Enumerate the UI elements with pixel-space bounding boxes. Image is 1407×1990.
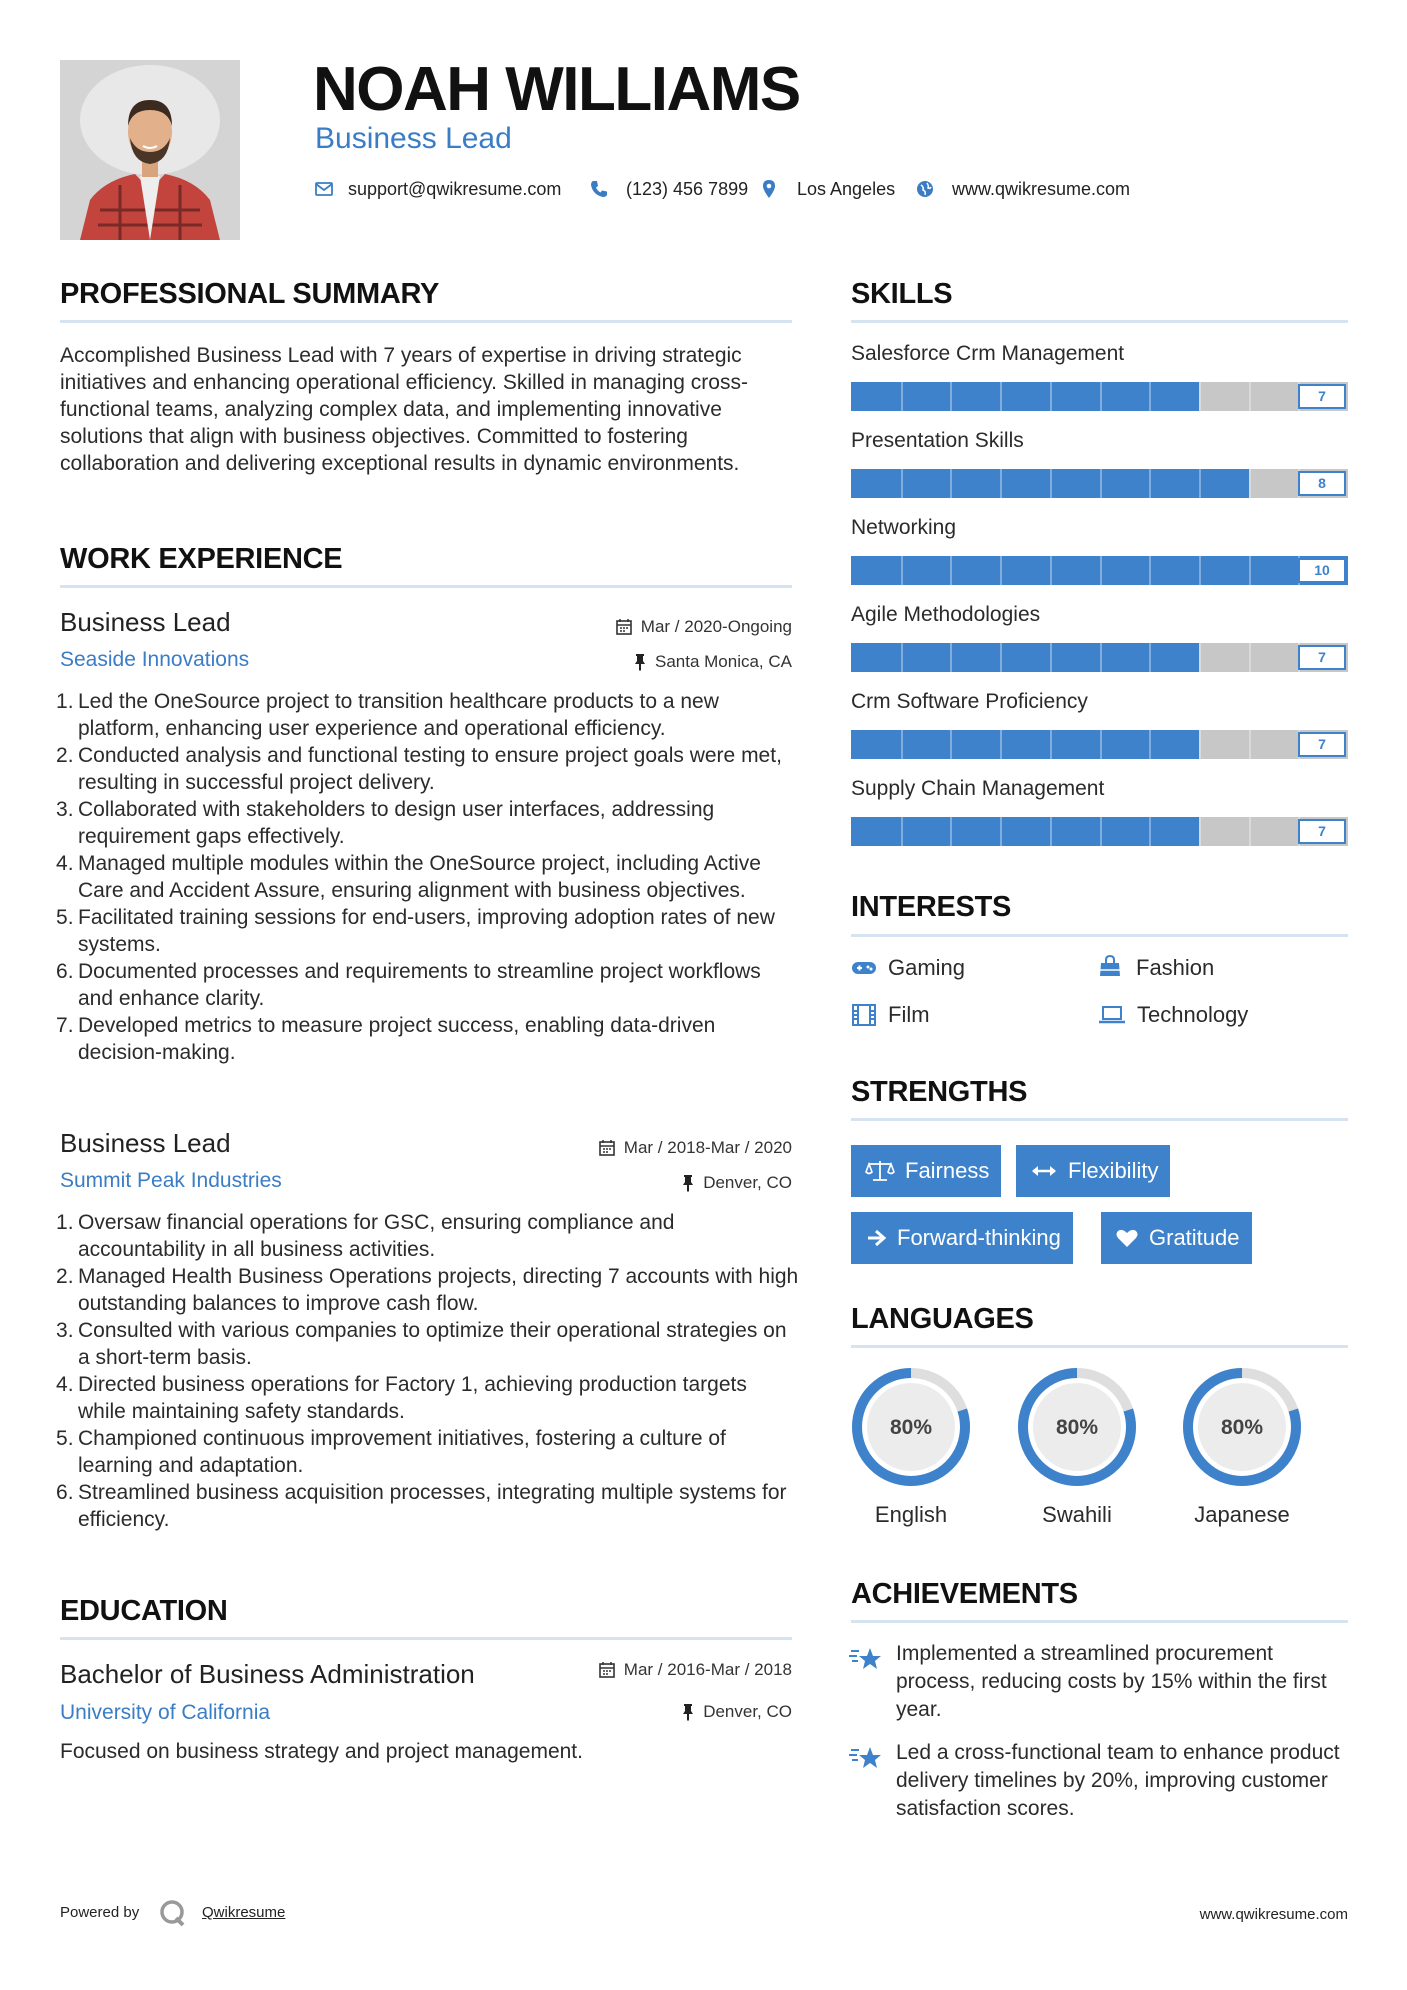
interest-item: Film bbox=[888, 1002, 930, 1027]
skill-bar-segment bbox=[950, 817, 952, 846]
skill-bar-segment bbox=[950, 469, 952, 498]
skill-name: Crm Software Proficiency bbox=[851, 690, 1088, 713]
experience-heading: WORK EXPERIENCE bbox=[60, 543, 343, 575]
skill-level: 8 bbox=[1298, 471, 1346, 496]
skill-bar-segment bbox=[1100, 730, 1102, 759]
skill-bar-segment bbox=[1000, 556, 1002, 585]
skill-name: Agile Methodologies bbox=[851, 603, 1041, 626]
skill-bar-segment bbox=[1000, 382, 1002, 411]
job-bullets bbox=[60, 688, 800, 1066]
pin-icon bbox=[633, 653, 647, 671]
profile-photo bbox=[60, 60, 240, 240]
skill-level: 7 bbox=[1298, 384, 1346, 409]
education-description: Focused on business strategy and project management. bbox=[60, 1740, 583, 1763]
job-bullet: Consulted with various companies to optimize their operational strategies on a short-term basis. bbox=[78, 1319, 787, 1369]
skill-level: 7 bbox=[1298, 819, 1346, 844]
skill-bar bbox=[851, 730, 1348, 759]
skill-bar-segment bbox=[1249, 382, 1251, 411]
interest-item: Gaming bbox=[888, 955, 966, 980]
skills-heading: SKILLS bbox=[851, 278, 953, 310]
interest-item: Technology bbox=[1137, 1002, 1249, 1027]
phone-icon bbox=[588, 178, 610, 200]
candidate-name: NOAH WILLIAMS bbox=[313, 55, 800, 124]
skill-bar-segment bbox=[1199, 730, 1201, 759]
skill-bar-segment bbox=[901, 643, 903, 672]
job-location-text: Santa Monica, CA bbox=[654, 652, 792, 671]
skill-bar-segment bbox=[1100, 556, 1102, 585]
education-location-text: Denver, CO bbox=[703, 1702, 792, 1721]
job-bullet: Managed Health Business Operations projects, directing 7 accounts with high outstanding balances to improve cash flow. bbox=[78, 1265, 799, 1315]
skill-bar-segment bbox=[1050, 382, 1052, 411]
contact-email[interactable]: support@qwikresume.com bbox=[348, 179, 562, 199]
job-bullets bbox=[60, 1209, 800, 1533]
skill-bar-segment bbox=[901, 556, 903, 585]
powered-by-label: Powered by bbox=[60, 1904, 140, 1921]
skill-bar bbox=[851, 643, 1348, 672]
skill-bar-segment bbox=[1199, 643, 1201, 672]
skill-bar-segment bbox=[1149, 382, 1151, 411]
heart-icon bbox=[1115, 1227, 1139, 1249]
skill-bar-segment bbox=[1249, 469, 1251, 498]
pin-icon bbox=[681, 1174, 695, 1192]
skill-bar-segment bbox=[1100, 382, 1102, 411]
shopping-bag-icon bbox=[1098, 954, 1122, 978]
interests-heading: INTERESTS bbox=[851, 891, 1012, 923]
job-title: Business Lead bbox=[60, 607, 231, 637]
gamepad-icon bbox=[851, 958, 877, 978]
star-award-icon bbox=[849, 1744, 883, 1772]
skill-bar bbox=[851, 817, 1348, 846]
calendar-icon bbox=[598, 1139, 616, 1157]
job-location bbox=[633, 651, 792, 673]
skill-bar-segment bbox=[1000, 469, 1002, 498]
skill-level: 7 bbox=[1298, 645, 1346, 670]
arrow-right-icon bbox=[865, 1227, 887, 1249]
strength-label: Gratitude bbox=[1149, 1225, 1240, 1250]
skill-bar-segment bbox=[950, 643, 952, 672]
job-bullet: Managed multiple modules within the OneSource project, including Active Care and Accident Assure, ensuring alignment with business objectives. bbox=[78, 852, 761, 902]
skill-bar-segment bbox=[1199, 469, 1201, 498]
achievements-heading: ACHIEVEMENTS bbox=[851, 1578, 1078, 1610]
skill-bar-segment bbox=[1249, 817, 1251, 846]
summary-divider bbox=[60, 320, 792, 323]
skill-bar-segment bbox=[1050, 817, 1052, 846]
balance-scale-icon bbox=[865, 1159, 895, 1183]
job-bullet: Oversaw financial operations for GSC, ensuring compliance and accountability in all business activities. bbox=[78, 1211, 675, 1261]
achievement-item: Led a cross-functional team to enhance product delivery timelines by 20%, improving customer satisfaction scores. bbox=[896, 1741, 1340, 1820]
job-bullet: Directed business operations for Factory 1, achieving production targets while maintaining safety standards. bbox=[78, 1373, 747, 1423]
skill-bar-segment bbox=[1249, 730, 1251, 759]
education-divider bbox=[60, 1637, 792, 1640]
skills-divider bbox=[851, 320, 1348, 323]
envelope-icon bbox=[313, 178, 335, 200]
skill-bar bbox=[851, 382, 1348, 411]
skill-bar-segment bbox=[950, 382, 952, 411]
language-ring bbox=[1180, 1365, 1304, 1489]
strength-chip bbox=[851, 1145, 1001, 1197]
skill-bar-segment bbox=[950, 556, 952, 585]
achievements-divider bbox=[851, 1620, 1348, 1623]
languages-divider bbox=[851, 1345, 1348, 1348]
language-percent: 80% bbox=[1220, 1416, 1264, 1439]
strength-label: Fairness bbox=[905, 1158, 990, 1183]
language-name: Japanese bbox=[1194, 1502, 1290, 1527]
language-ring bbox=[1015, 1365, 1139, 1489]
skill-bar-fill bbox=[851, 382, 1199, 411]
interest-item: Fashion bbox=[1136, 955, 1215, 980]
skill-bar-segment bbox=[1199, 817, 1201, 846]
languages-heading: LANGUAGES bbox=[851, 1303, 1034, 1335]
skill-bar-segment bbox=[1000, 643, 1002, 672]
language-percent: 80% bbox=[1055, 1416, 1099, 1439]
calendar-icon bbox=[598, 1661, 616, 1679]
skill-bar-segment bbox=[1199, 382, 1201, 411]
education-dates bbox=[598, 1659, 792, 1681]
interests-divider bbox=[851, 934, 1348, 937]
strength-chip bbox=[1101, 1212, 1252, 1264]
star-award-icon bbox=[849, 1645, 883, 1673]
job-bullet: Facilitated training sessions for end-users, improving adoption rates of new systems. bbox=[78, 906, 775, 956]
contact-location: Los Angeles bbox=[797, 179, 896, 199]
map-marker-icon bbox=[758, 178, 780, 200]
job-bullet: Collaborated with stakeholders to design user interfaces, addressing requirement gaps effectively. bbox=[78, 798, 715, 848]
strength-label: Forward-thinking bbox=[897, 1225, 1061, 1250]
skill-bar-segment bbox=[1050, 556, 1052, 585]
skill-bar-segment bbox=[950, 730, 952, 759]
education-location bbox=[681, 1701, 792, 1723]
skill-bar-segment bbox=[1149, 817, 1151, 846]
summary-heading: PROFESSIONAL SUMMARY bbox=[60, 278, 440, 310]
skill-bar-fill bbox=[851, 817, 1199, 846]
job-company: Summit Peak Industries bbox=[60, 1169, 282, 1192]
skill-bar-segment bbox=[1149, 469, 1151, 498]
skill-bar-segment bbox=[1050, 730, 1052, 759]
language-percent: 80% bbox=[889, 1416, 933, 1439]
language-name: Swahili bbox=[1042, 1502, 1112, 1527]
skill-bar-segment bbox=[1149, 730, 1151, 759]
skill-bar bbox=[851, 556, 1348, 585]
skill-level: 10 bbox=[1298, 558, 1346, 583]
job-dates bbox=[598, 1137, 792, 1159]
skill-bar-segment bbox=[1000, 730, 1002, 759]
skill-bar-segment bbox=[1050, 469, 1052, 498]
skill-bar-fill bbox=[851, 730, 1199, 759]
globe-icon bbox=[914, 178, 936, 200]
job-dates-text: Mar / 2018-Mar / 2020 bbox=[623, 1138, 792, 1157]
job-bullet: Championed continuous improvement initiatives, fostering a culture of learning and adaptation. bbox=[78, 1427, 726, 1477]
job-bullet: Developed metrics to measure project success, enabling data-driven decision-making. bbox=[78, 1014, 716, 1064]
job-dates-text: Mar / 2020-Ongoing bbox=[640, 617, 792, 636]
job-bullet: Conducted analysis and functional testing to ensure project goals were met, resulting in successful project delivery. bbox=[78, 744, 782, 794]
skill-bar-segment bbox=[1149, 643, 1151, 672]
skill-bar-segment bbox=[1100, 469, 1102, 498]
job-bullet: Streamlined business acquisition processes, integrating multiple systems for efficiency. bbox=[78, 1481, 787, 1531]
skill-bar-segment bbox=[1100, 643, 1102, 672]
film-icon bbox=[851, 1003, 877, 1027]
job-bullet: Documented processes and requirements to streamline project workflows and enhance clarity. bbox=[78, 960, 761, 1010]
job-title: Business Lead bbox=[60, 1128, 231, 1158]
footer-website[interactable]: www.qwikresume.com bbox=[1199, 1906, 1348, 1923]
skill-name: Presentation Skills bbox=[851, 429, 1024, 452]
job-bullet: Led the OneSource project to transition healthcare products to a new platform, enhancing user experience and operational efficiency. bbox=[78, 690, 719, 740]
skill-bar-segment bbox=[1050, 643, 1052, 672]
qwikresume-link[interactable]: Qwikresume bbox=[202, 1904, 286, 1921]
skill-bar-segment bbox=[901, 817, 903, 846]
strengths-heading: STRENGTHS bbox=[851, 1076, 1028, 1108]
strength-chip bbox=[851, 1212, 1073, 1264]
education-dates-text: Mar / 2016-Mar / 2018 bbox=[623, 1660, 792, 1679]
skill-level: 7 bbox=[1298, 732, 1346, 757]
skill-bar-segment bbox=[1000, 817, 1002, 846]
degree-title: Bachelor of Business Administration bbox=[60, 1659, 475, 1689]
school-name: University of California bbox=[60, 1701, 271, 1724]
contact-website[interactable]: www.qwikresume.com bbox=[952, 179, 1131, 199]
education-heading: EDUCATION bbox=[60, 1595, 228, 1627]
strengths-divider bbox=[851, 1118, 1348, 1121]
job-dates bbox=[615, 616, 792, 638]
strength-chip bbox=[1016, 1145, 1170, 1197]
skill-bar bbox=[851, 469, 1348, 498]
skill-bar-fill bbox=[851, 643, 1199, 672]
skill-bar-segment bbox=[901, 469, 903, 498]
language-name: English bbox=[874, 1502, 948, 1527]
job-location-text: Denver, CO bbox=[703, 1173, 792, 1192]
skill-bar-segment bbox=[1100, 817, 1102, 846]
contact-phone[interactable]: (123) 456 7899 bbox=[626, 179, 749, 199]
job-location bbox=[681, 1172, 792, 1194]
skill-bar-segment bbox=[1249, 643, 1251, 672]
achievement-item: Implemented a streamlined procurement process, reducing costs by 15% within the first year. bbox=[896, 1642, 1327, 1721]
arrows-horizontal-icon bbox=[1030, 1161, 1058, 1181]
skill-bar-segment bbox=[901, 730, 903, 759]
skill-bar-segment bbox=[1199, 556, 1201, 585]
job-company: Seaside Innovations bbox=[60, 648, 250, 671]
skill-name: Salesforce Crm Management bbox=[851, 342, 1125, 365]
calendar-icon bbox=[615, 618, 633, 636]
summary-text: Accomplished Business Lead with 7 years of expertise in driving strategic initiatives and enhancing operational efficiency. Skilled in managing cross-functional teams, analyzing complex data, and implementing innovative solutions that align with business objectives. Committed to fostering collaboration and delivering exceptional results in dynamic environments. bbox=[60, 344, 748, 475]
experience-divider bbox=[60, 585, 792, 588]
skill-bar-segment bbox=[1149, 556, 1151, 585]
skill-name: Supply Chain Management bbox=[851, 777, 1105, 800]
laptop-icon bbox=[1098, 1004, 1126, 1026]
strength-label: Flexibility bbox=[1068, 1158, 1159, 1183]
candidate-role: Business Lead bbox=[315, 122, 512, 155]
pin-icon bbox=[681, 1703, 695, 1721]
skill-bar-segment bbox=[1249, 556, 1251, 585]
qwikresume-logo-icon bbox=[158, 1898, 188, 1928]
language-ring bbox=[849, 1365, 973, 1489]
skill-bar-segment bbox=[901, 382, 903, 411]
skill-name: Networking bbox=[851, 516, 957, 539]
